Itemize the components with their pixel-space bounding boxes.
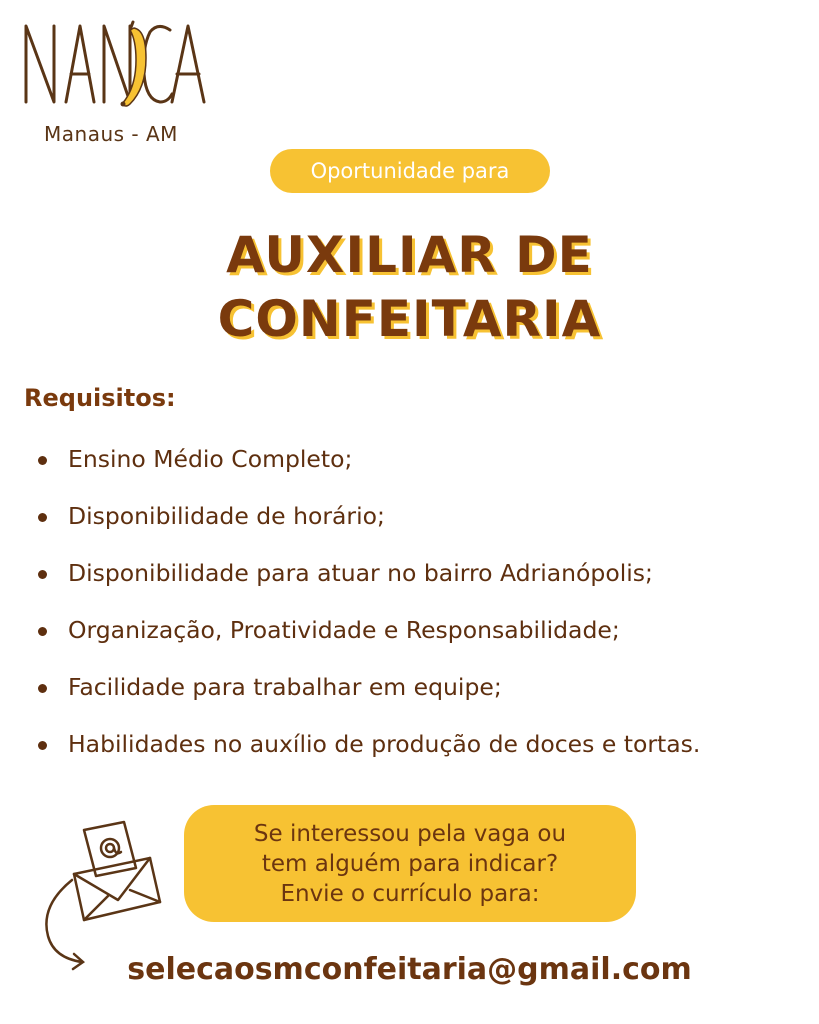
list-item — [30, 493, 700, 550]
list-item — [30, 721, 700, 778]
cta-line1: Se interessou pela vaga ou — [253, 820, 567, 847]
requirement-text: Organização, Proatividade e Responsabilidade; — [68, 616, 620, 644]
list-item — [30, 436, 700, 493]
bullet-icon — [38, 570, 47, 579]
job-title-line1: AUXILIAR DE — [226, 226, 593, 284]
bullet-icon — [38, 741, 47, 750]
list-item — [30, 550, 700, 607]
bullet-icon — [38, 513, 47, 522]
requirements-heading: Requisitos: — [24, 384, 176, 412]
brand-logo — [22, 18, 212, 110]
list-item — [30, 664, 700, 721]
job-title-line2: CONFEITARIA — [217, 290, 602, 348]
cta-line2: tem alguém para indicar? — [261, 850, 559, 877]
brand-location: Manaus - AM — [44, 122, 178, 146]
requirement-text: Habilidades no auxílio de produção de doces e tortas. — [68, 730, 701, 758]
requirement-text: Facilidade para trabalhar em equipe; — [68, 673, 502, 701]
cta-box — [184, 805, 636, 922]
bullet-icon — [38, 627, 47, 636]
bullet-icon — [38, 684, 47, 693]
opportunity-badge: Oportunidade para — [270, 149, 550, 193]
requirement-text: Disponibilidade para atuar no bairro Adrianópolis; — [68, 559, 653, 587]
requirement-text: Ensino Médio Completo; — [68, 445, 353, 473]
contact-email[interactable]: selecaosmconfeitaria@gmail.com — [127, 952, 692, 987]
list-item — [30, 607, 700, 664]
requirement-text: Disponibilidade de horário; — [68, 502, 385, 530]
bullet-icon — [38, 456, 47, 465]
requirements-list — [30, 436, 700, 778]
cta-line3: Envie o currículo para: — [280, 880, 540, 907]
banana-icon — [121, 22, 147, 107]
brand-name: NANICA — [22, 18, 26, 19]
